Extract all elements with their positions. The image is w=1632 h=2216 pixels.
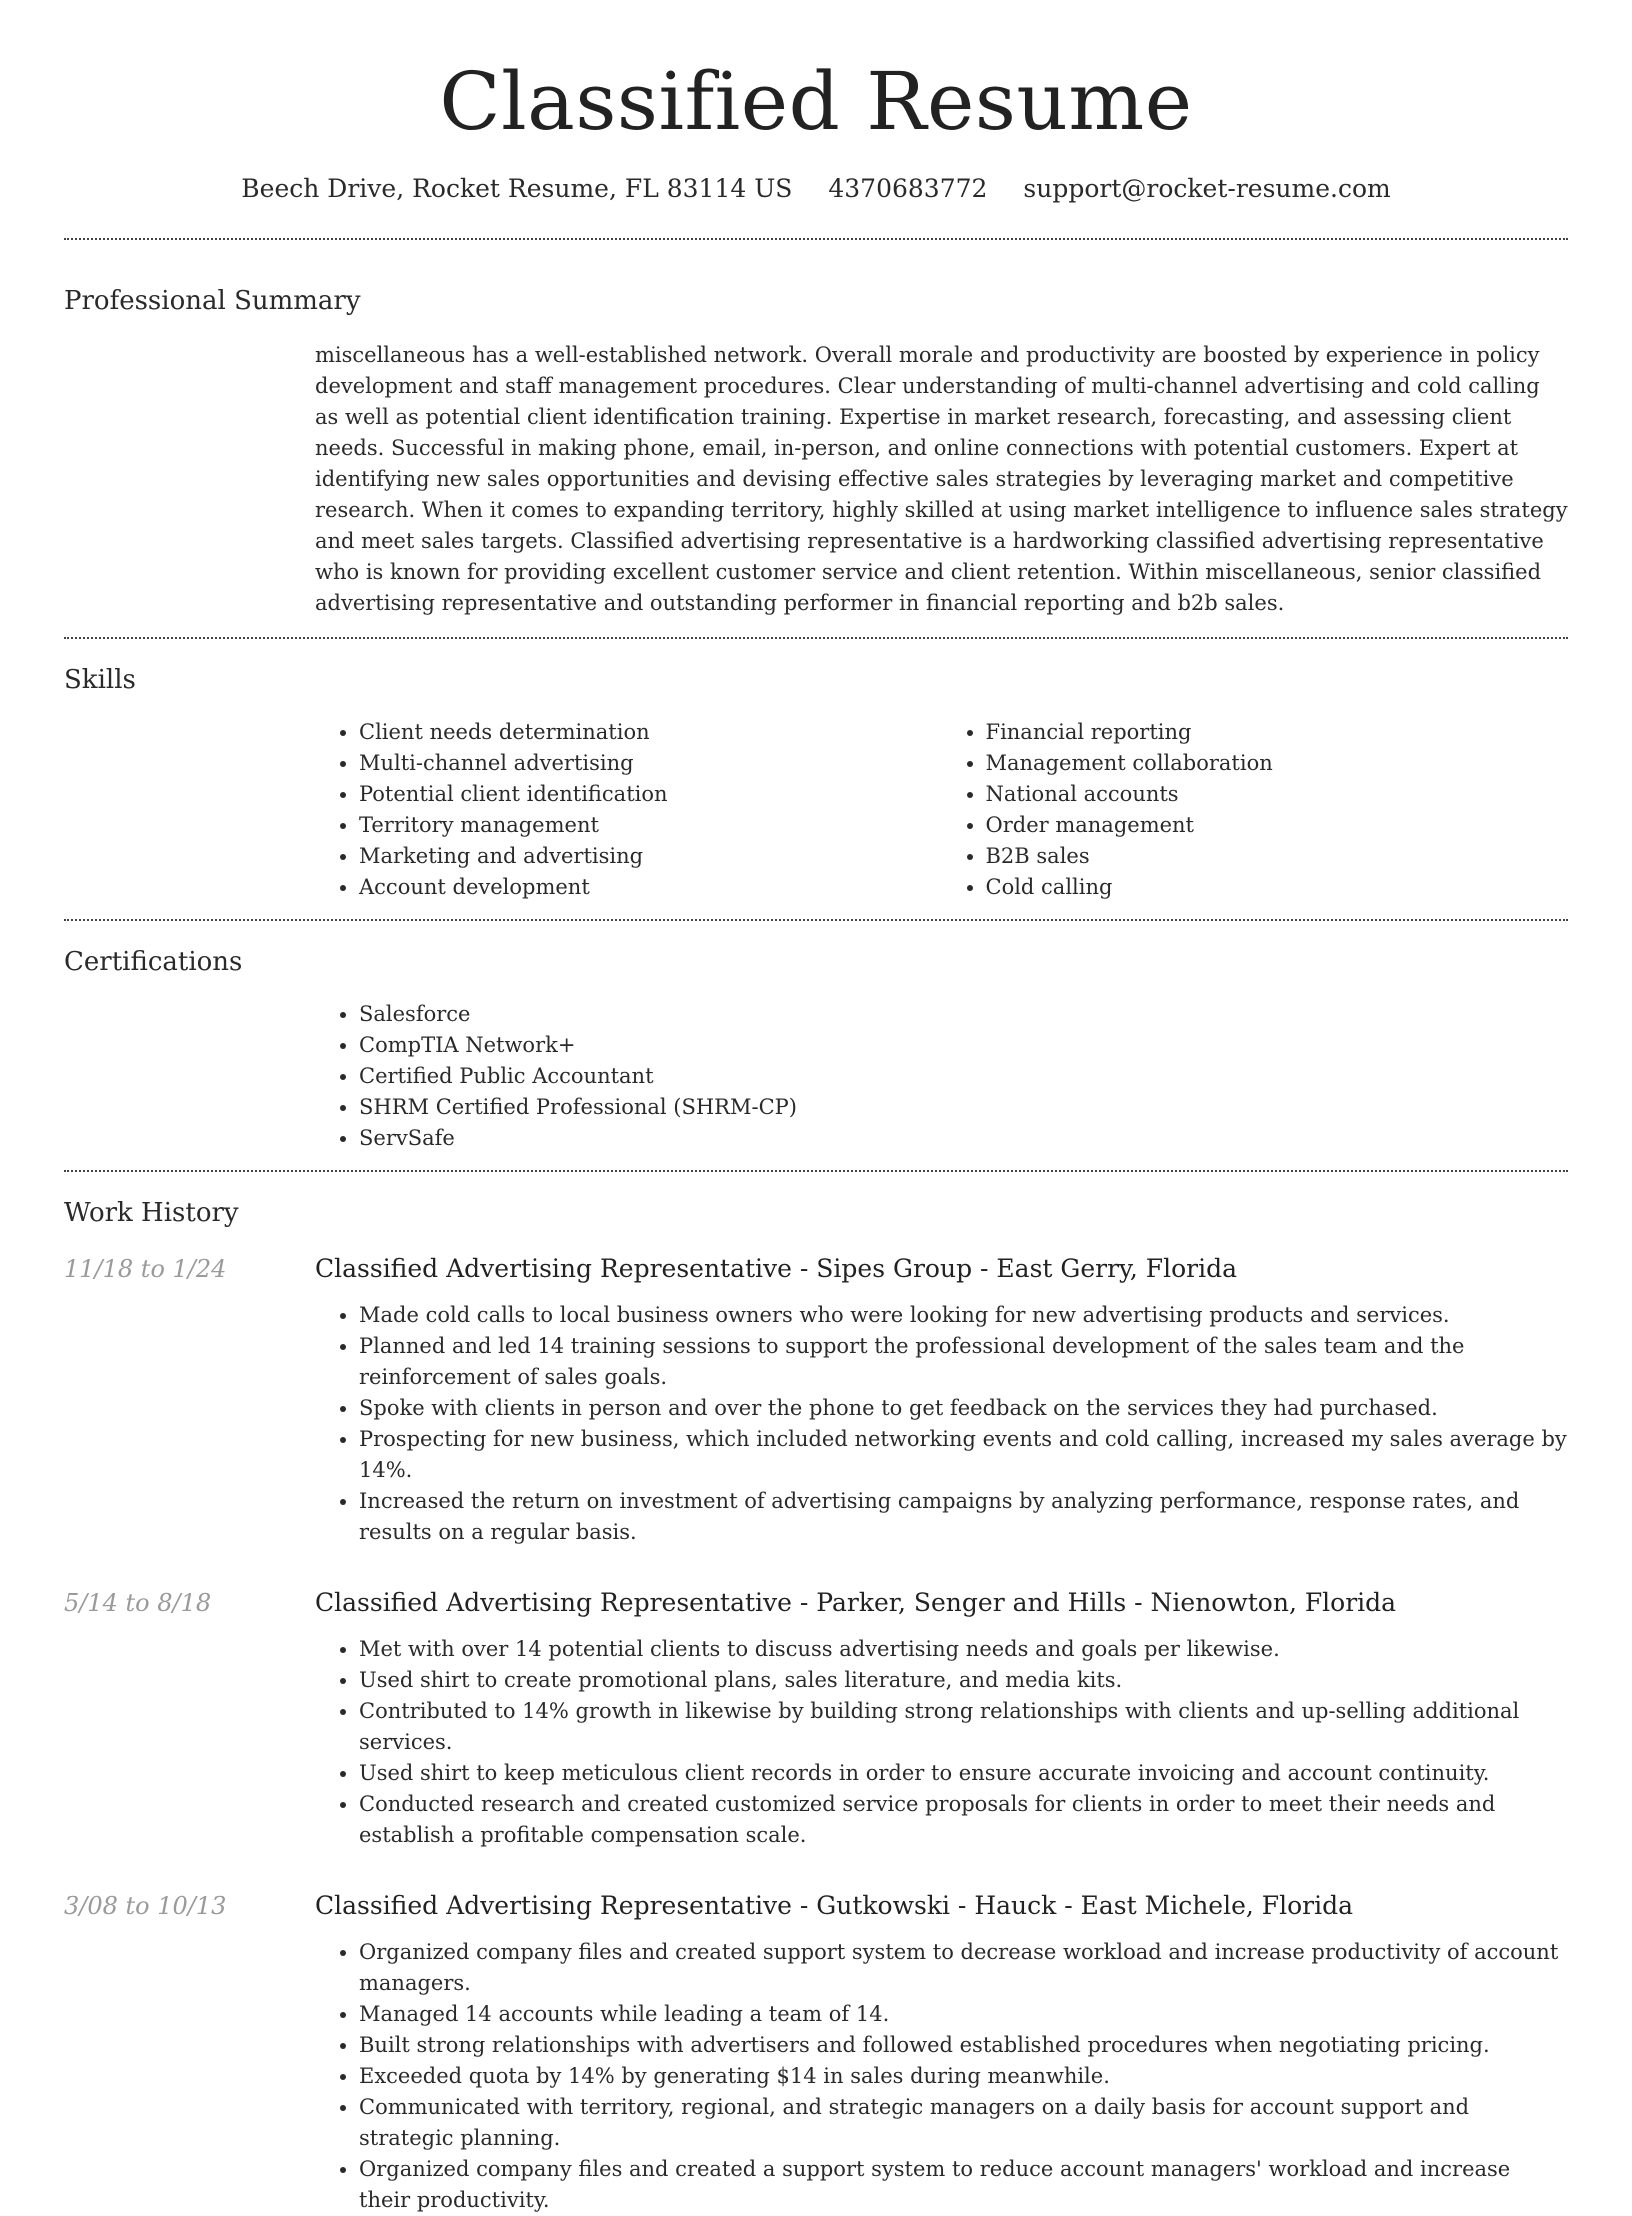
list-item: • Order management bbox=[986, 810, 1569, 841]
list-item: • Salesforce bbox=[359, 999, 1568, 1030]
list-item: • Communicated with territory, regional, and strategic managers on a daily basis for account support and strategic planning. bbox=[359, 2092, 1568, 2154]
list-item: • Multi-channel advertising bbox=[359, 748, 942, 779]
work-history-heading: Work History bbox=[64, 1198, 239, 1228]
skills-section bbox=[64, 639, 1568, 903]
list-item: • Certified Public Accountant bbox=[359, 1061, 1568, 1092]
certifications-section bbox=[64, 921, 1568, 1154]
list-item: • Made cold calls to local business owners who were looking for new advertising products and services. bbox=[359, 1300, 1568, 1331]
job-bullets bbox=[315, 1937, 1568, 2216]
job-body bbox=[315, 1889, 1568, 2216]
job-title: Classified Advertising Representative - Sipes Group - East Gerry, Florida bbox=[315, 1254, 1237, 1283]
job-dates: 3/08 to 10/13 bbox=[64, 1892, 227, 1920]
job-bullets bbox=[315, 1300, 1568, 1548]
job-title: Classified Advertising Representative - Parker, Senger and Hills - Nienowton, Florida bbox=[315, 1588, 1397, 1617]
resume-name: Classified Resume bbox=[439, 55, 1193, 148]
list-item: • Exceeded quota by 14% by generating $14 in sales during meanwhile. bbox=[359, 2061, 1568, 2092]
list-item: • Account development bbox=[359, 872, 942, 903]
list-item: • Managed 14 accounts while leading a team of 14. bbox=[359, 1999, 1568, 2030]
list-item: • Contributed to 14% growth in likewise by building strong relationships with clients and up-selling additional services. bbox=[359, 1696, 1568, 1758]
list-item: • B2B sales bbox=[986, 841, 1569, 872]
list-item: • Planned and led 14 training sessions to support the professional development of the sales team and the reinforcement of sales goals. bbox=[359, 1331, 1568, 1393]
list-item: • Territory management bbox=[359, 810, 942, 841]
skills-grid bbox=[315, 717, 1568, 903]
job-dates: 5/14 to 8/18 bbox=[64, 1589, 212, 1617]
list-item: • Marketing and advertising bbox=[359, 841, 942, 872]
list-item: • Met with over 14 potential clients to discuss advertising needs and goals per likewise. bbox=[359, 1634, 1568, 1665]
list-item: • Used shirt to keep meticulous client records in order to ensure accurate invoicing and account continuity. bbox=[359, 1758, 1568, 1789]
list-item: • Management collaboration bbox=[986, 748, 1569, 779]
job-title: Classified Advertising Representative - Gutkowski - Hauck - East Michele, Florida bbox=[315, 1891, 1354, 1920]
job-dates: 11/18 to 1/24 bbox=[64, 1255, 227, 1283]
list-item: • Used shirt to create promotional plans, sales literature, and media kits. bbox=[359, 1665, 1568, 1696]
contact-line bbox=[64, 172, 1568, 206]
list-item: • Financial reporting bbox=[986, 717, 1569, 748]
contact-email: support@rocket-resume.com bbox=[1023, 174, 1391, 203]
list-item: • SHRM Certified Professional (SHRM-CP) bbox=[359, 1092, 1568, 1123]
skills-list-right bbox=[942, 717, 1569, 903]
summary-text: miscellaneous has a well-established network. Overall morale and productivity are boosted by experience in policy development and staff management procedures. Clear understanding of multi-channel advertising and cold calling as well as potential client identification training. Expertise in market research, forecasting, and assessing client needs. Successful in making phone, email, in-person, and online connections with potential customers. Expert at identifying new sales opportunities and devising effective sales strategies by leveraging market and competitive research. When it comes to expanding territory, highly skilled at using market intelligence to influence sales strategy and meet sales targets. Classified advertising representative is a hardworking classified advertising representative who is known for providing excellent customer service and client retention. Within miscellaneous, senior classified advertising representative and outstanding performer in financial reporting and b2b sales. bbox=[315, 343, 1568, 615]
list-item: • Spoke with clients in person and over the phone to get feedback on the services they had purchased. bbox=[359, 1393, 1568, 1424]
work-history-section bbox=[64, 1172, 1568, 2216]
job-entry bbox=[64, 1586, 1568, 1851]
contact-phone: 4370683772 bbox=[828, 174, 988, 203]
job-body bbox=[315, 1252, 1568, 1548]
resume-page bbox=[64, 0, 1568, 2216]
list-item: • Increased the return on investment of advertising campaigns by analyzing performance, response rates, and results on a regular basis. bbox=[359, 1486, 1568, 1548]
contact-address: Beech Drive, Rocket Resume, FL 83114 US bbox=[241, 174, 793, 203]
list-item: • Organized company files and created a support system to reduce account managers' workload and increase their productivity. bbox=[359, 2154, 1568, 2216]
skills-heading: Skills bbox=[64, 665, 136, 695]
job-bullets bbox=[315, 1634, 1568, 1851]
list-item: • Prospecting for new business, which included networking events and cold calling, increased my sales average by 14%. bbox=[359, 1424, 1568, 1486]
list-item: • Built strong relationships with advertisers and followed established procedures when negotiating pricing. bbox=[359, 2030, 1568, 2061]
job-body bbox=[315, 1586, 1568, 1851]
list-item: • Potential client identification bbox=[359, 779, 942, 810]
list-item: • Client needs determination bbox=[359, 717, 942, 748]
summary-heading: Professional Summary bbox=[64, 286, 361, 316]
list-item: • CompTIA Network+ bbox=[359, 1030, 1568, 1061]
skills-list-left bbox=[315, 717, 942, 903]
list-item: • ServSafe bbox=[359, 1123, 1568, 1154]
list-item: • National accounts bbox=[986, 779, 1569, 810]
list-item: • Organized company files and created support system to decrease workload and increase productivity of account managers. bbox=[359, 1937, 1568, 1999]
list-item: • Cold calling bbox=[986, 872, 1569, 903]
certifications-list bbox=[315, 999, 1568, 1154]
job-entry bbox=[64, 1889, 1568, 2216]
certifications-heading: Certifications bbox=[64, 947, 243, 977]
job-entry bbox=[64, 1252, 1568, 1548]
summary-section bbox=[64, 240, 1568, 619]
list-item: • Conducted research and created customized service proposals for clients in order to meet their needs and establish a profitable compensation scale. bbox=[359, 1789, 1568, 1851]
